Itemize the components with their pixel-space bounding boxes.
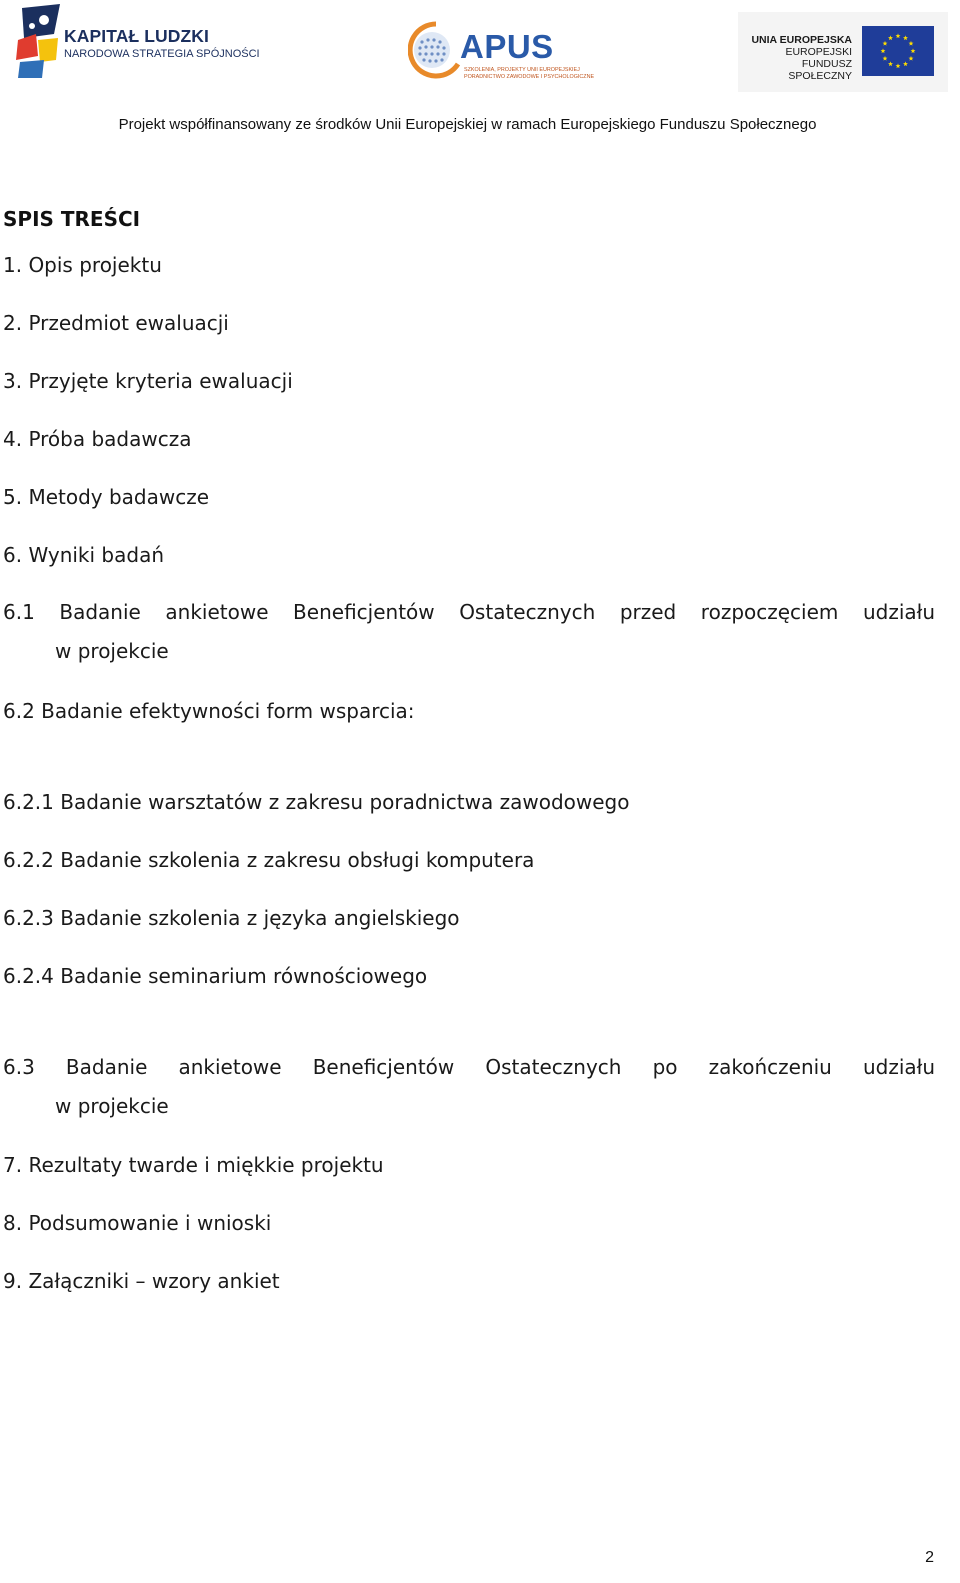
- toc-item-3[interactable]: 3. Przyjęte kryteria ewaluacji: [3, 369, 293, 393]
- apus-globe-icon: [408, 20, 464, 80]
- toc-item-9[interactable]: 9. Załączniki – wzory ankiet: [3, 1269, 280, 1293]
- eu-line3: FUNDUSZ SPOŁECZNY: [788, 58, 852, 82]
- page-number: 2: [925, 1549, 934, 1566]
- apus-tagline-line2: PORADNICTWO ZAWODOWE I PSYCHOLOGICZNE: [464, 73, 595, 80]
- kapital-ludzki-logo: [14, 4, 260, 82]
- toc-item-6-3-line1: 6.3 Badanie ankietowe Beneficjentów Ostatecznych po zakończeniu udziału: [3, 1055, 935, 1079]
- toc-item-6-1[interactable]: [3, 593, 935, 671]
- toc-item-6-1-line2: w projekcie: [55, 639, 169, 663]
- page-header: [0, 0, 960, 140]
- apus-tagline: [464, 67, 594, 80]
- kapital-ludzki-logo-icon: [14, 4, 64, 78]
- apus-tagline-line1: SZKOLENIA, PROJEKTY UNII EUROPEJSKIEJ: [464, 67, 580, 73]
- toc-heading: SPIS TREŚCI: [3, 207, 141, 231]
- apus-name: APUS: [460, 28, 554, 65]
- eu-logo-text: [738, 34, 852, 82]
- toc-item-6-2-3[interactable]: 6.2.3 Badanie szkolenia z języka angielskiego: [3, 906, 460, 930]
- toc-item-6-3[interactable]: [3, 1048, 935, 1126]
- toc-item-6-1-line1: 6.1 Badanie ankietowe Beneficjentów Ostatecznych przed rozpoczęciem udziału: [3, 600, 935, 624]
- kapital-ludzki-title: KAPITAŁ LUDZKI: [64, 26, 209, 46]
- cofinance-note: Projekt współfinansowany ze środków Unii Europejskiej w ramach Europejskiego Funduszu Społecznego: [118, 116, 817, 133]
- toc-item-7[interactable]: 7. Rezultaty twarde i miękkie projektu: [3, 1153, 384, 1177]
- toc-item-6[interactable]: 6. Wyniki badań: [3, 543, 165, 567]
- toc-item-4[interactable]: 4. Próba badawcza: [3, 427, 192, 451]
- toc-item-8[interactable]: 8. Podsumowanie i wnioski: [3, 1211, 272, 1235]
- eu-line2: EUROPEJSKI: [785, 46, 852, 58]
- toc-item-6-2-1[interactable]: 6.2.1 Badanie warsztatów z zakresu poradnictwa zawodowego: [3, 790, 630, 814]
- toc-item-2[interactable]: 2. Przedmiot ewaluacji: [3, 311, 229, 335]
- toc-item-6-3-line2: w projekcie: [55, 1094, 169, 1118]
- eu-flag-icon: [862, 26, 934, 76]
- toc-item-5[interactable]: 5. Metody badawcze: [3, 485, 210, 509]
- eu-logo: [738, 12, 948, 92]
- apus-logo: [408, 20, 595, 84]
- eu-line1: UNIA EUROPEJSKA: [751, 34, 852, 46]
- toc-item-6-2-4[interactable]: 6.2.4 Badanie seminarium równościowego: [3, 964, 428, 988]
- toc-item-6-2-2[interactable]: 6.2.2 Badanie szkolenia z zakresu obsługi komputera: [3, 848, 535, 872]
- toc-item-6-2[interactable]: 6.2 Badanie efektywności form wsparcia:: [3, 699, 415, 723]
- kapital-ludzki-subtitle: NARODOWA STRATEGIA SPÓJNOŚCI: [64, 48, 260, 60]
- toc-item-1[interactable]: 1. Opis projektu: [3, 253, 162, 277]
